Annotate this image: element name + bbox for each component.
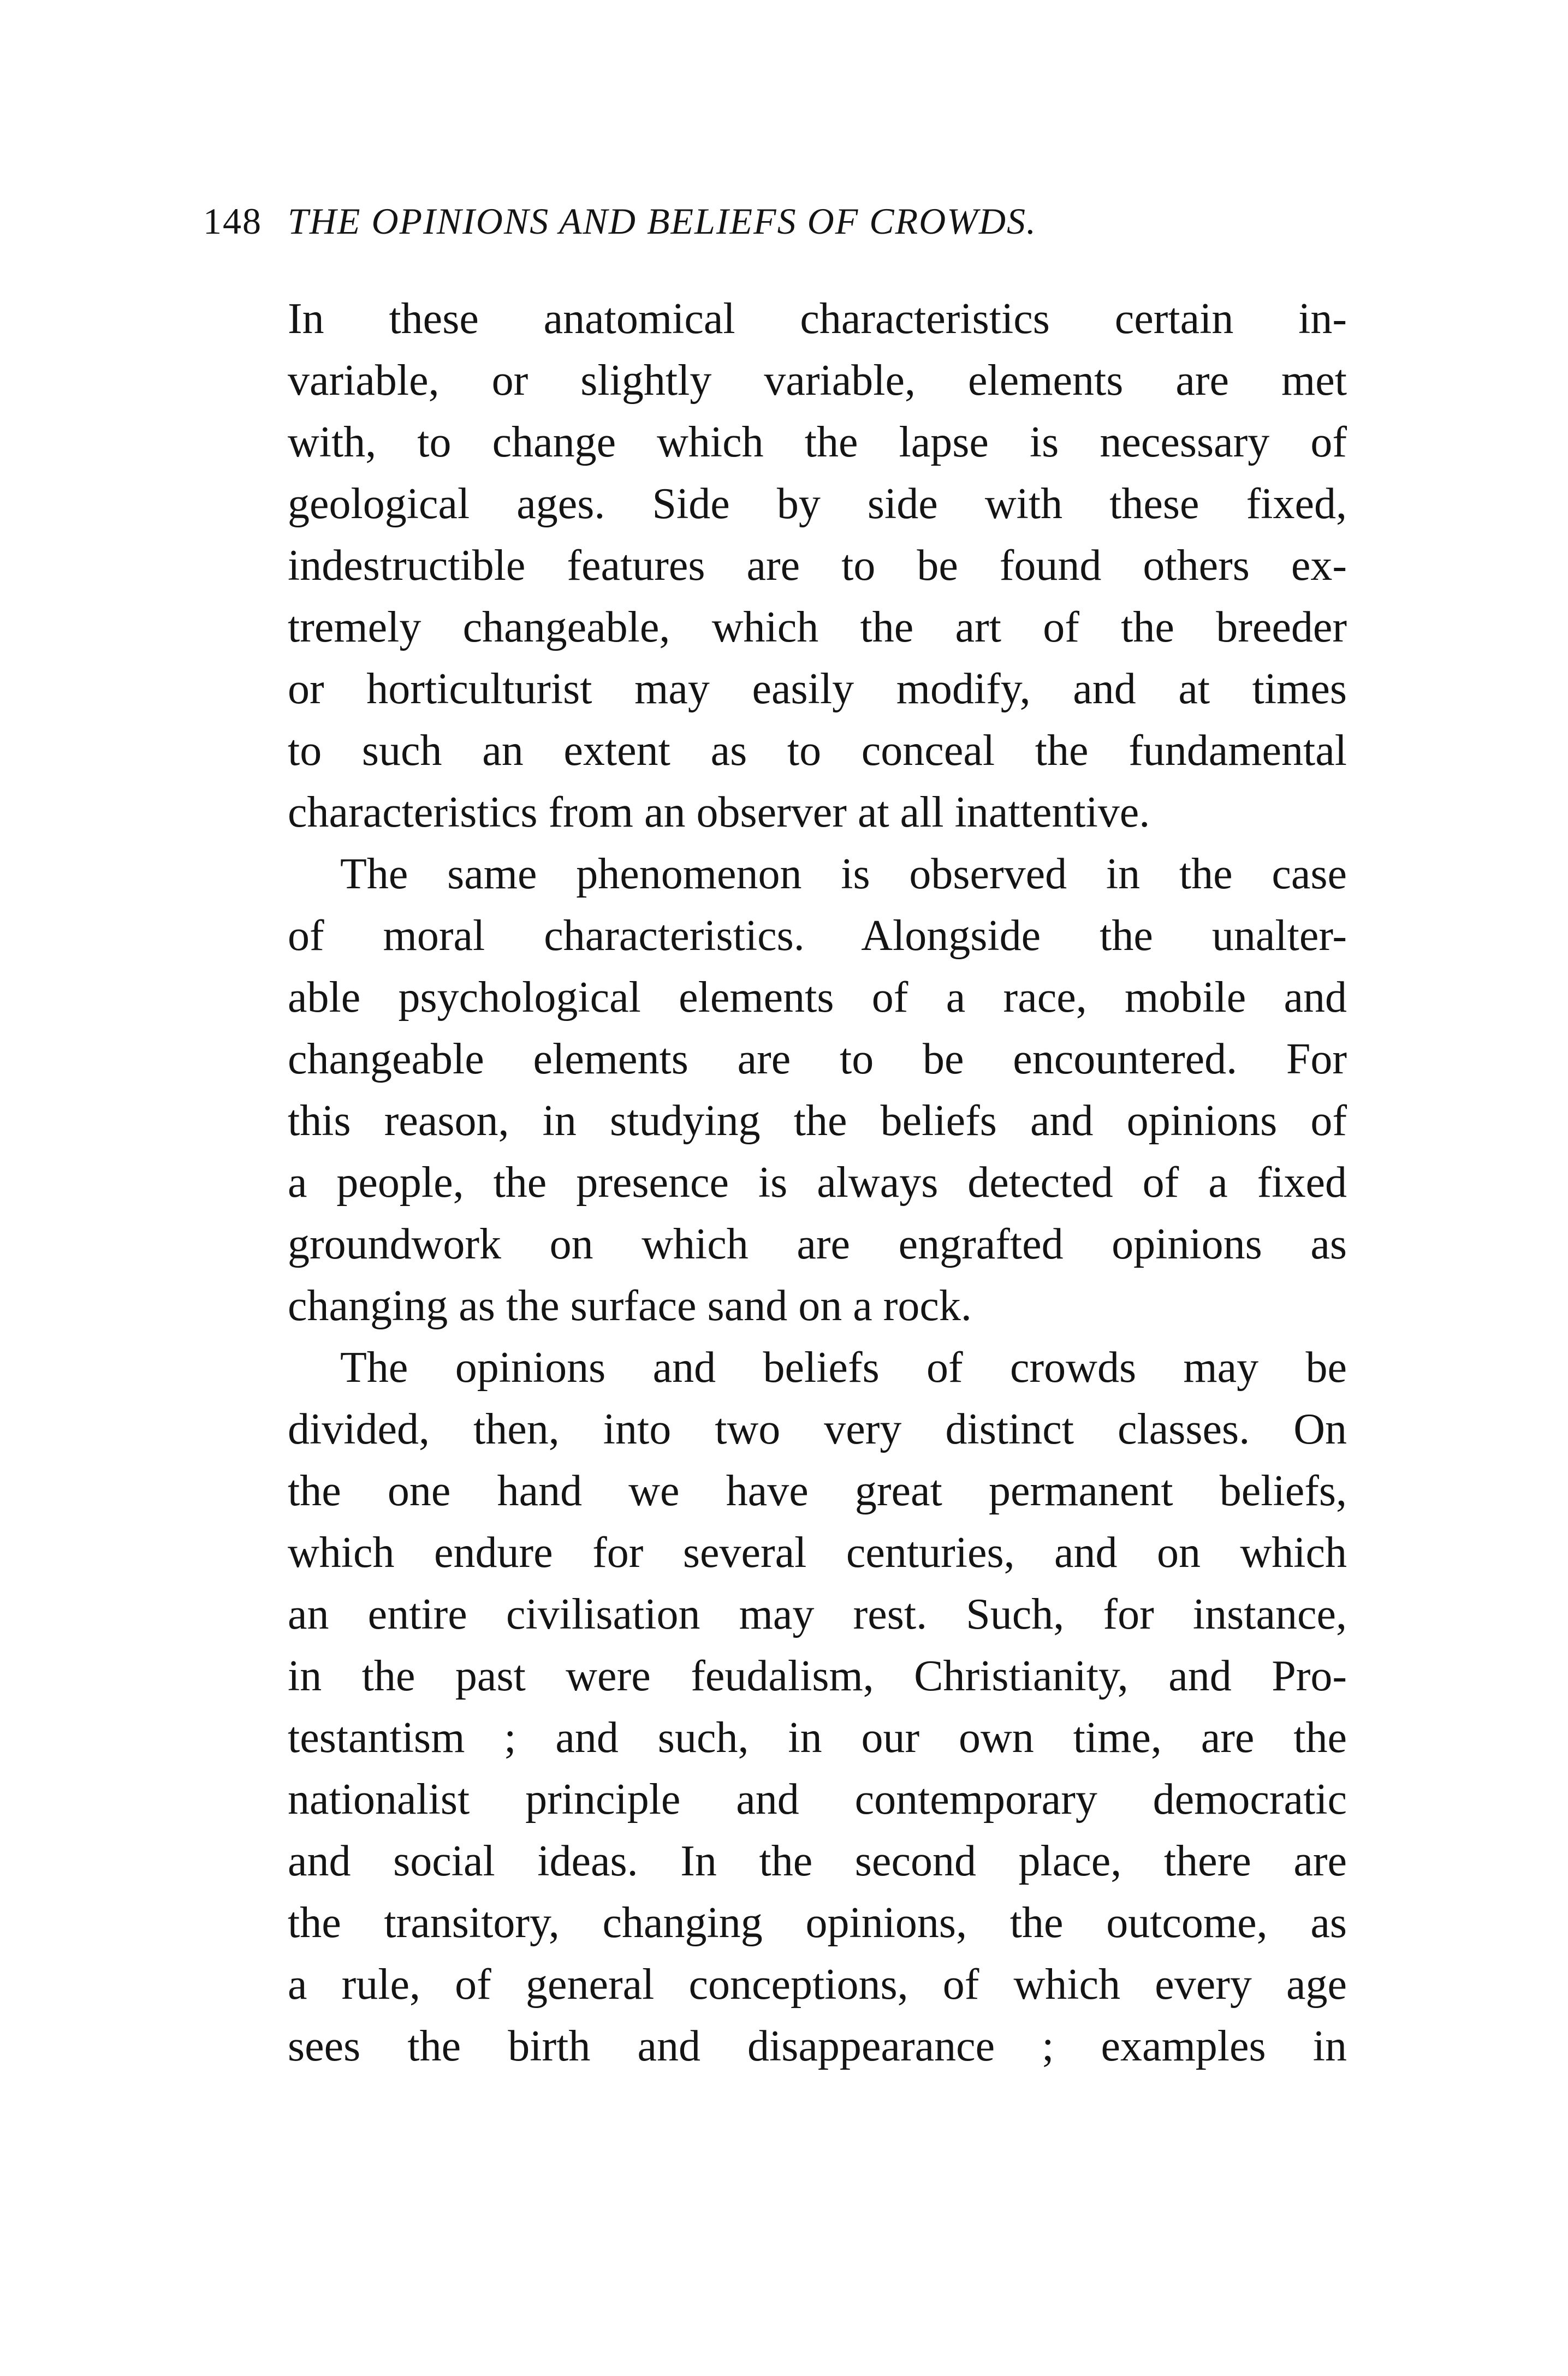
text-line: tremely changeable, which the art of the breeder	[288, 603, 1347, 651]
text-line: characteristics from an observer at all inattentive.	[288, 788, 1150, 836]
text-line: The same phenomenon is observed in the case	[340, 850, 1347, 898]
text-line: sees the birth and disappearance ; examples in	[288, 2022, 1347, 2070]
text-line: in the past were feudalism, Christianity, and Pro-	[288, 1652, 1347, 1700]
text-line: testantism ; and such, in our own time, are the	[288, 1714, 1347, 1762]
paragraph	[288, 288, 1347, 844]
text-line: or horticulturist may easily modify, and at times	[288, 665, 1347, 713]
text-line: In these anatomical characteristics certain in-	[288, 295, 1347, 343]
running-head	[203, 197, 1371, 246]
text-line: divided, then, into two very distinct classes. On	[288, 1405, 1347, 1453]
text-line: a people, the presence is always detected of a fixed	[288, 1159, 1347, 1207]
text-line: and social ideas. In the second place, there are	[288, 1837, 1347, 1885]
text-line: nationalist principle and contemporary democratic	[288, 1775, 1347, 1823]
text-line: indestructible features are to be found others ex-	[288, 542, 1347, 590]
text-line: the one hand we have great permanent beliefs,	[288, 1467, 1347, 1515]
book-title: THE OPINIONS AND BELIEFS OF CROWDS.	[288, 200, 1037, 242]
text-line: this reason, in studying the beliefs and opinions of	[288, 1097, 1347, 1145]
text-line: The opinions and beliefs of crowds may be	[340, 1344, 1347, 1392]
text-line: changing as the surface sand on a rock.	[288, 1282, 972, 1330]
text-line: an entire civilisation may rest. Such, for instance,	[288, 1590, 1347, 1638]
text-line: groundwork on which are engrafted opinions as	[288, 1220, 1347, 1268]
page-number: 148	[203, 200, 262, 242]
text-line: a rule, of general conceptions, of which every age	[288, 1961, 1347, 2009]
text-line: of moral characteristics. Alongside the unalter-	[288, 912, 1347, 960]
text-line: changeable elements are to be encountered. For	[288, 1035, 1347, 1083]
paragraph	[288, 1337, 1347, 2077]
text-line: geological ages. Side by side with these fixed,	[288, 480, 1347, 528]
text-line: variable, or slightly variable, elements are met	[288, 357, 1347, 405]
text-line: with, to change which the lapse is necessary of	[288, 418, 1347, 466]
text-line: which endure for several centuries, and on which	[288, 1529, 1347, 1577]
text-line: the transitory, changing opinions, the outcome, as	[288, 1899, 1347, 1947]
paragraph	[288, 844, 1347, 1337]
text-line: to such an extent as to conceal the fundamental	[288, 727, 1347, 775]
text-line: able psychological elements of a race, mobile and	[288, 973, 1347, 1021]
body-text	[288, 288, 1347, 2077]
